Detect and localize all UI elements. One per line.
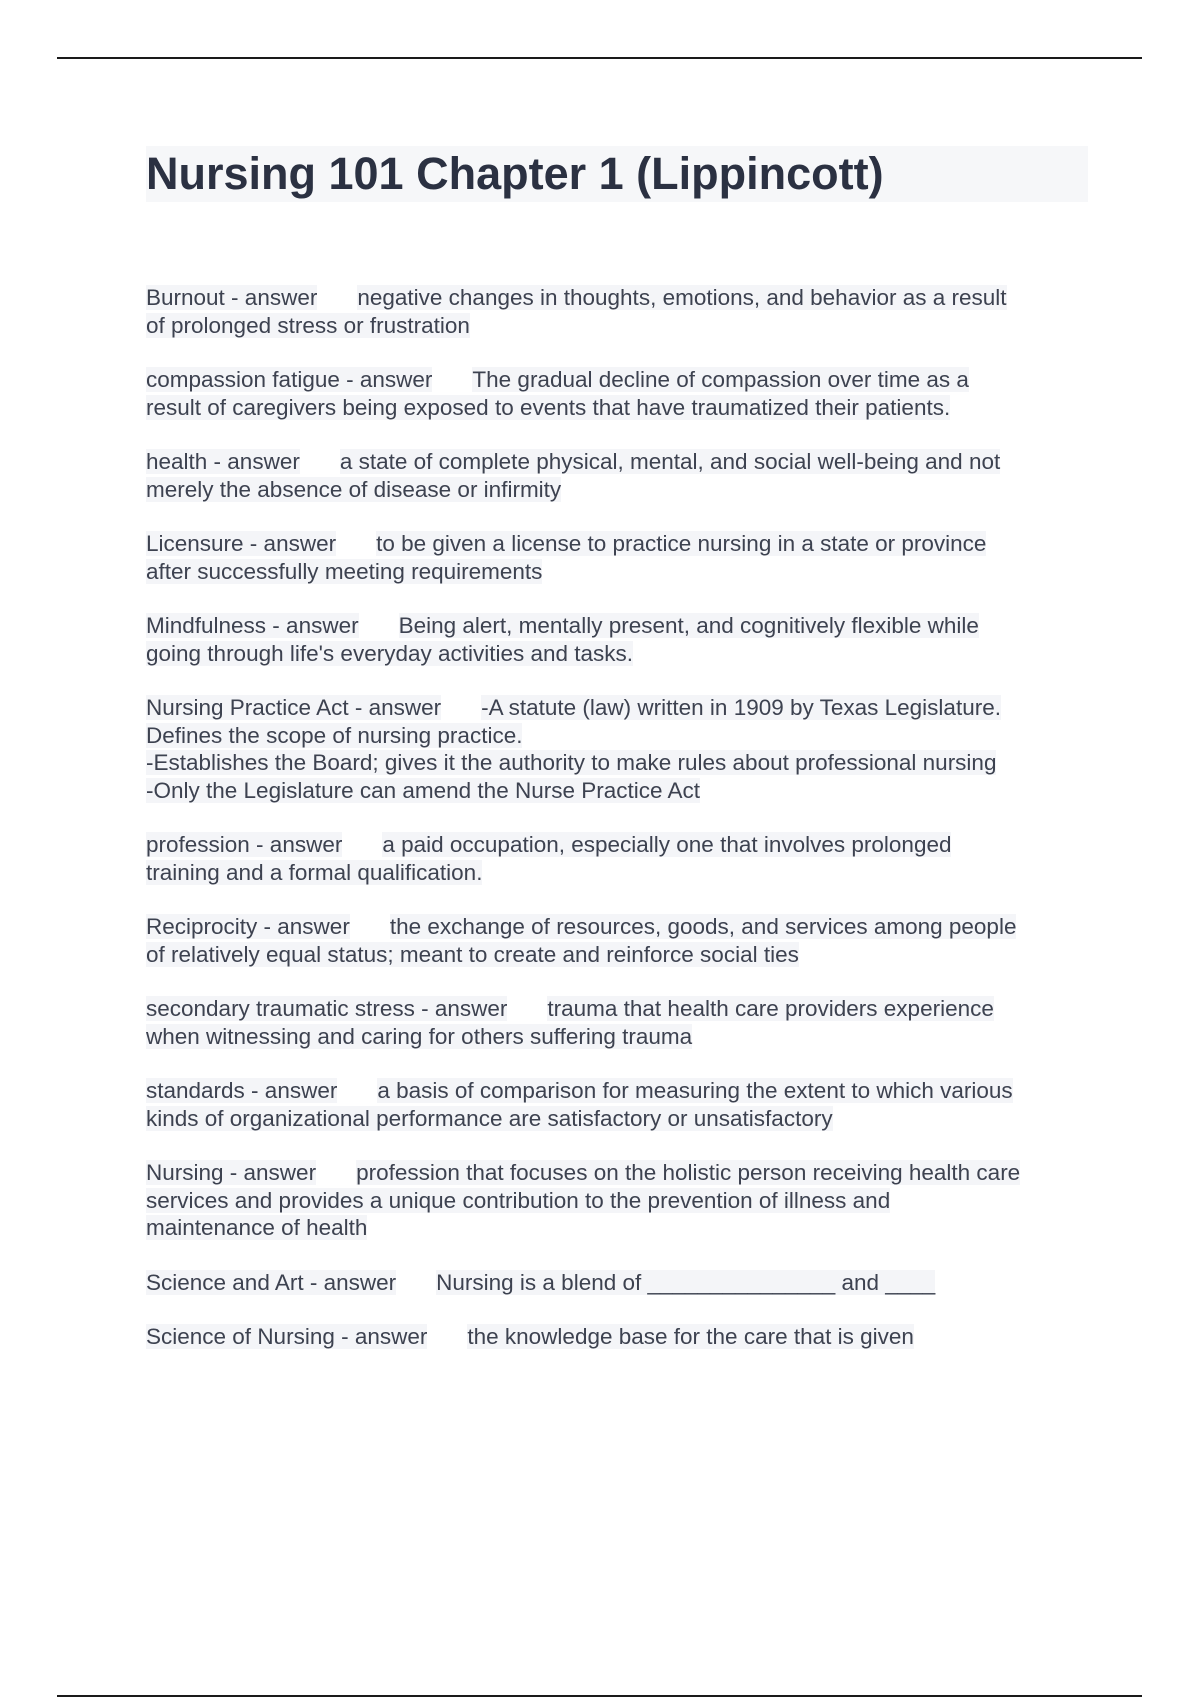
entry-definition-line: a basis of comparison for measuring the extent to which various	[377, 1078, 1013, 1103]
entry-first-line	[146, 284, 1096, 312]
entry-definition-line: services and provides a unique contribution to the prevention of illness and	[146, 1187, 891, 1213]
entry-first-line	[146, 1159, 1096, 1187]
flashcard-entry	[146, 1159, 1096, 1242]
entry-definition-line: to be given a license to practice nursing in a state or province	[376, 531, 987, 556]
entry-term: Licensure - answer	[146, 531, 337, 556]
entry-definition-line: -Only the Legislature can amend the Nurse Practice Act	[146, 777, 701, 803]
entry-definition-line: the exchange of resources, goods, and services among people	[389, 914, 1017, 939]
entry-definition-line: Nursing is a blend of _______________ and ____	[436, 1269, 936, 1295]
bottom-rule	[57, 1695, 1142, 1697]
flashcard-entry	[146, 530, 1096, 585]
flashcard-list	[146, 284, 1096, 1378]
title-block	[146, 146, 1088, 202]
flashcard-entry	[146, 995, 1096, 1050]
entry-definition-line: The gradual decline of compassion over time as a	[472, 367, 969, 392]
entry-term: compassion fatigue - answer	[146, 367, 433, 392]
entry-definition-line: negative changes in thoughts, emotions, and behavior as a result	[357, 285, 1007, 310]
entry-line	[146, 476, 1096, 504]
entry-line	[146, 1105, 1096, 1133]
flashcard-entry	[146, 1323, 1096, 1351]
entry-definition-line: merely the absence of disease or infirmity	[146, 476, 562, 502]
entry-term: Reciprocity - answer	[146, 914, 350, 939]
flashcard-entry	[146, 831, 1096, 886]
entry-definition-line: a paid occupation, especially one that involves prolonged	[382, 832, 952, 857]
entry-definition-line: training and a formal qualification.	[146, 859, 483, 885]
entry-term: secondary traumatic stress - answer	[146, 996, 508, 1021]
entry-term: Burnout - answer	[146, 285, 318, 310]
flashcard-entry	[146, 612, 1096, 667]
entry-line	[146, 1214, 1096, 1242]
entry-definition-line: after successfully meeting requirements	[146, 558, 543, 584]
flashcard-entry	[146, 1269, 1096, 1297]
entry-first-line	[146, 995, 1096, 1023]
entry-line	[146, 1187, 1096, 1215]
entry-term: standards - answer	[146, 1078, 338, 1103]
entry-definition-line: trauma that health care providers experience	[547, 996, 994, 1021]
entry-term: Science of Nursing - answer	[146, 1324, 428, 1349]
entry-definition-line: of prolonged stress or frustration	[146, 312, 470, 338]
entry-term: Science and Art - answer	[146, 1269, 397, 1295]
page-title: Nursing 101 Chapter 1 (Lippincott)	[146, 148, 884, 199]
entry-definition-line: maintenance of health	[146, 1215, 368, 1240]
entry-first-line	[146, 612, 1096, 640]
flashcard-entry	[146, 913, 1096, 968]
entry-first-line	[146, 1323, 1096, 1351]
entry-first-line	[146, 831, 1096, 859]
entry-line	[146, 312, 1096, 340]
entry-first-line	[146, 1269, 1096, 1297]
entry-line	[146, 394, 1096, 422]
entry-definition-line: -A statute (law) written in 1909 by Texas Legislature.	[481, 695, 1001, 720]
entry-definition-line: of relatively equal status; meant to create and reinforce social ties	[146, 941, 799, 967]
entry-first-line	[146, 1077, 1096, 1105]
entry-definition-line: Being alert, mentally present, and cognitively flexible while	[398, 613, 979, 638]
flashcard-entry	[146, 284, 1096, 339]
entry-definition-line: the knowledge base for the care that is given	[467, 1324, 914, 1349]
entry-line	[146, 859, 1096, 887]
entry-first-line	[146, 694, 1096, 722]
entry-definition-line: profession that focuses on the holistic person receiving health care	[356, 1160, 1021, 1185]
entry-definition-line: -Establishes the Board; gives it the authority to make rules about professional nursing	[146, 750, 997, 775]
entry-definition-line: when witnessing and caring for others suffering trauma	[146, 1023, 693, 1049]
flashcard-entry	[146, 1077, 1096, 1132]
entry-term: Nursing - answer	[146, 1160, 317, 1185]
entry-term: Mindfulness - answer	[146, 613, 359, 638]
entry-definition-line: Defines the scope of nursing practice.	[146, 722, 523, 748]
entry-definition-line: result of caregivers being exposed to events that have traumatized their patients.	[146, 394, 951, 420]
entry-line	[146, 749, 1096, 777]
entry-line	[146, 558, 1096, 586]
flashcard-entry	[146, 694, 1096, 804]
entry-term: health - answer	[146, 449, 300, 474]
flashcard-entry	[146, 448, 1096, 503]
entry-line	[146, 722, 1096, 750]
entry-line	[146, 941, 1096, 969]
entry-term: Nursing Practice Act - answer	[146, 695, 442, 720]
entry-line	[146, 777, 1096, 805]
flashcard-entry	[146, 366, 1096, 421]
top-rule	[57, 57, 1142, 59]
entry-first-line	[146, 366, 1096, 394]
entry-first-line	[146, 530, 1096, 558]
entry-term: profession - answer	[146, 832, 343, 857]
entry-definition-line: a state of complete physical, mental, and social well-being and not	[339, 449, 1001, 474]
entry-definition-line: going through life's everyday activities and tasks.	[146, 640, 634, 666]
entry-definition-line: kinds of organizational performance are satisfactory or unsatisfactory	[146, 1105, 833, 1131]
entry-line	[146, 640, 1096, 668]
entry-first-line	[146, 913, 1096, 941]
entry-first-line	[146, 448, 1096, 476]
entry-line	[146, 1023, 1096, 1051]
